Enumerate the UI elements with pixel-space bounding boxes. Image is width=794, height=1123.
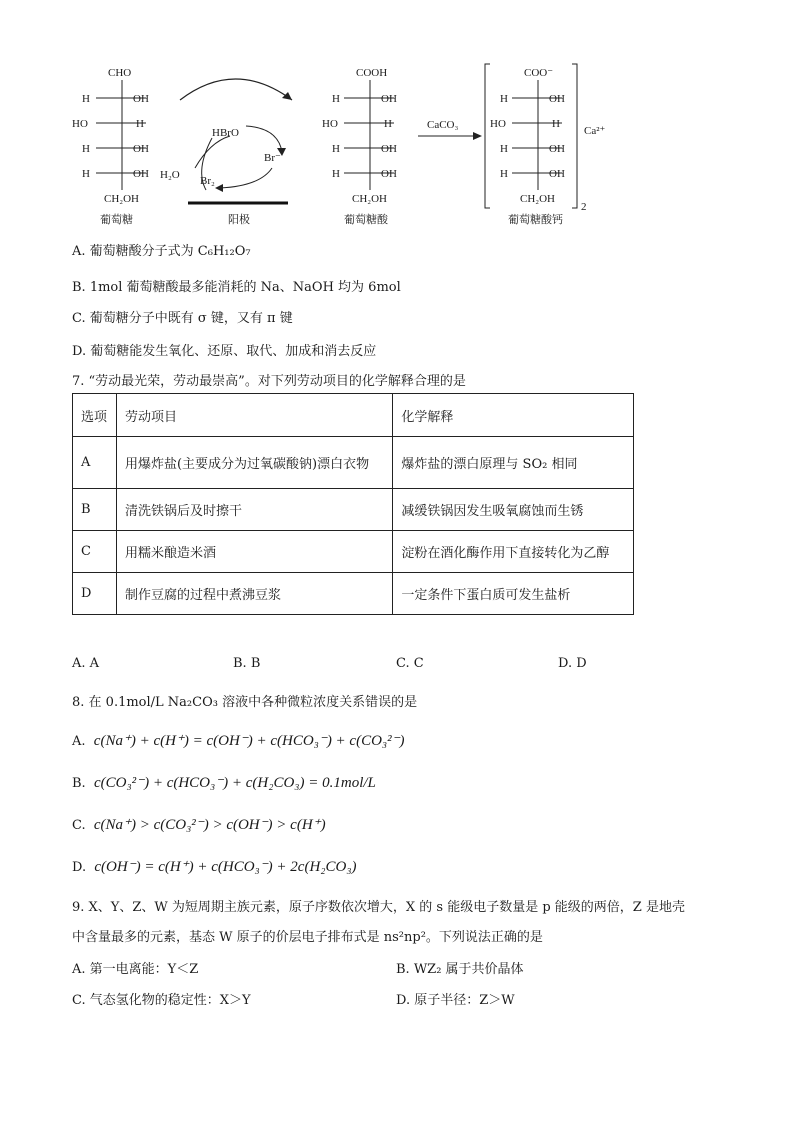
text-label: OH <box>549 93 565 105</box>
text-label: H <box>332 93 340 105</box>
q7-stem: 7. “劳动最光荣，劳动最崇高”。对下列劳动项目的化学解释合理的是 <box>72 374 466 389</box>
text-label: COO⁻ <box>524 67 554 79</box>
text-label: OH <box>381 143 397 155</box>
q9-stem-line2: 中含量最多的元素，基态 W 原子的价层电子排布式是 ns²np²。下列说法正确的是 <box>72 930 543 945</box>
text-label: C <box>73 531 117 573</box>
text-label: c(CO₃²⁻) + c(HCO₃⁻) + c(H₂CO₃) = 0.1mol/L <box>93 775 376 791</box>
text-label: COOH <box>356 67 388 79</box>
q9-option-c: C. 气态氢化物的稳定性：X＞Y <box>72 993 251 1008</box>
text-label: 葡萄糖酸 <box>344 214 388 226</box>
text-label: 葡萄糖酸钙 <box>508 214 563 226</box>
q8-option-c: C. c(Na⁺) > c(CO₃²⁻) > c(OH⁻) > c(H⁺) <box>72 817 326 833</box>
text-label: 爆炸盐的漂白原理与 SO₂ 相同 <box>393 437 634 489</box>
text-label: H <box>82 168 90 180</box>
q8-option-b: B. c(CO₃²⁻) + c(HCO₃⁻) + c(H₂CO₃) = 0.1mol/L <box>72 775 376 791</box>
glucose-top: CHO <box>108 67 132 79</box>
q9-option-b: B. WZ₂ 属于共价晶体 <box>396 962 524 977</box>
table-row <box>73 531 634 573</box>
anode-cycle <box>160 79 292 226</box>
text-label: CH₂OH <box>520 193 556 205</box>
text-label: OH <box>381 168 397 180</box>
text-label: H <box>82 93 90 105</box>
reaction-diagram <box>60 58 620 228</box>
text-label: 用爆炸盐(主要成分为过氧碳酸钠)漂白衣物 <box>116 437 392 489</box>
gluconic-acid-structure <box>322 67 397 226</box>
text-label: H <box>500 143 508 155</box>
text-label: 淀粉在酒化酶作用下直接转化为乙醇 <box>393 531 634 573</box>
text-label: H <box>332 143 340 155</box>
table-header: 劳动项目 <box>116 394 392 437</box>
table-row <box>73 573 634 615</box>
glucose-label: 葡萄糖 <box>100 214 133 226</box>
q7-answer-c: C. C <box>396 656 424 671</box>
q6-option-d: D. 葡萄糖能发生氧化、还原、取代、加成和消去反应 <box>72 344 377 359</box>
q8-option-d: D. c(OH⁻) = c(H⁺) + c(HCO₃⁻) + 2c(H₂CO₃) <box>72 859 357 875</box>
text-label: OH <box>133 143 149 155</box>
text-label: CH₂OH <box>352 193 388 205</box>
br2-label: Br₂ <box>200 175 215 187</box>
text-label: 制作豆腐的过程中煮沸豆浆 <box>116 573 392 615</box>
text-label: c(OH⁻) = c(H⁺) + c(HCO₃⁻) + 2c(H₂CO₃) <box>94 859 357 875</box>
q9-option-a: A. 第一电离能：Y＜Z <box>72 962 199 977</box>
text-label: H <box>82 143 90 155</box>
q8-stem: 8. 在 0.1mol/L Na₂CO₃ 溶液中各种微粒浓度关系错误的是 <box>72 695 418 710</box>
text-label: 减缓铁锅因发生吸氧腐蚀而生锈 <box>393 489 634 531</box>
text-label: D <box>73 573 117 615</box>
calcium-gluconate-structure <box>485 64 606 226</box>
text-label: H <box>384 118 392 130</box>
q7-answer-b: B. B <box>233 656 261 671</box>
text-label: OH <box>549 168 565 180</box>
text-label: OH <box>133 93 149 105</box>
table-row <box>73 437 634 489</box>
text-label: HO <box>322 118 338 130</box>
text-label: OH <box>549 143 565 155</box>
text-label: A <box>73 437 117 489</box>
q7-answer-d: D. D <box>558 656 587 671</box>
q8-option-a: A. c(Na⁺) + c(H⁺) = c(OH⁻) + c(HCO₃⁻) + c(CO₃²⁻) <box>72 733 405 749</box>
text-label: c(Na⁺) > c(CO₃²⁻) > c(OH⁻) > c(H⁺) <box>93 817 326 833</box>
text-label: H <box>500 168 508 180</box>
glucose-bottom: CH₂OH <box>104 193 140 205</box>
q9-option-d: D. 原子半径：Z＞W <box>396 993 515 1008</box>
q7-table <box>72 393 634 615</box>
text-label: B <box>73 489 117 531</box>
br-label: Br⁻ <box>264 152 281 164</box>
text-label: 清洗铁锅后及时擦干 <box>116 489 392 531</box>
text-label: OH <box>133 168 149 180</box>
q6-option-c: C. 葡萄糖分子中既有 σ 键，又有 π 键 <box>72 311 293 326</box>
table-header: 化学解释 <box>393 394 634 437</box>
text-label: c(Na⁺) + c(H⁺) = c(OH⁻) + c(HCO₃⁻) + c(CO₃²⁻) <box>93 733 405 749</box>
table-row <box>73 489 634 531</box>
q9-stem-line1: 9. X、Y、Z、W 为短周期主族元素，原子序数依次增大，X 的 s 能级电子数量是 p 能级的两倍，Z 是地壳 <box>72 900 685 915</box>
q6-option-b: B. 1mol 葡萄糖酸最多能消耗的 Na、NaOH 均为 6mol <box>72 280 401 295</box>
text-label: 2 <box>581 201 587 213</box>
calcium-ion: Ca²⁺ <box>584 125 606 137</box>
glucose-structure <box>72 67 149 226</box>
h2o-label: H₂O <box>160 169 180 181</box>
text-label: HO <box>490 118 506 130</box>
text-label: HO <box>72 118 88 130</box>
text-label: H <box>136 118 144 130</box>
table-header: 选项 <box>73 394 117 437</box>
anode-label: 阳极 <box>228 214 250 226</box>
text-label: 一定条件下蛋白质可发生盐析 <box>393 573 634 615</box>
q6-option-a: A. 葡萄糖酸分子式为 C₆H₁₂O₇ <box>72 244 251 259</box>
text-label: H <box>552 118 560 130</box>
text-label: OH <box>381 93 397 105</box>
text-label: H <box>500 93 508 105</box>
q7-answer-a: A. A <box>72 656 100 671</box>
reagent-label: CaCO₃ <box>427 119 459 131</box>
table-header-row <box>73 394 634 437</box>
text-label: 用糯米酿造米酒 <box>116 531 392 573</box>
text-label: H <box>332 168 340 180</box>
hbro-label: HBrO <box>212 127 239 139</box>
